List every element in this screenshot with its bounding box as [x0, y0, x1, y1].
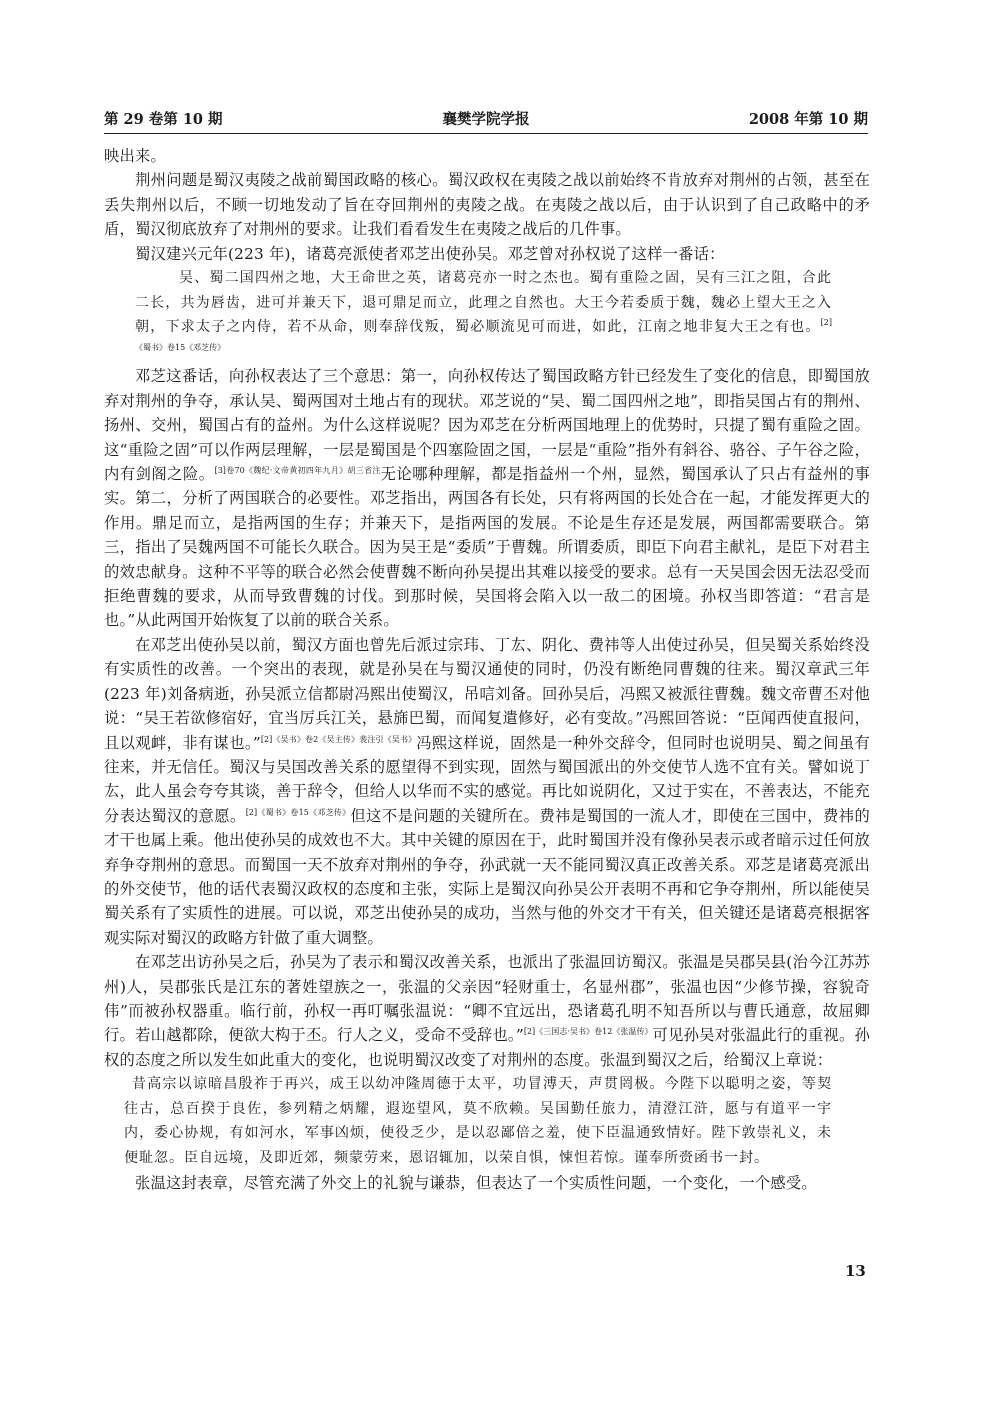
year-issue: 2008 年第 10 期: [748, 111, 868, 128]
quotation-zhangwen-memorial: 昔高宗以谅暗昌殷祚于再兴，成王以幼冲隆周德于太平，功冒溥天，声贯罔极。今陛下以聪明之姿，等契往古，总百揆于良佐，参列精之炳耀，遐迩望风，莫不欣赖。吴国勤任旅力，清澄江浒，愿与有道平一宇内，委心协规，有如河水，军事凶烦，使役乏少，是以忍鄙倍之羞，使下臣温通致情好。陛下敦崇礼义，未便耻忽。臣自远境，及即近郊，频蒙劳来，恩诏辄加，以荣自惧，悚怛若惊。谨奉所赍函书一封。: [124, 1076, 832, 1166]
running-header: [104, 108, 868, 130]
paragraph-earlier-envoys: [104, 633, 870, 950]
paragraph-continued: 映出来。: [104, 147, 166, 165]
paragraph-memorial-summary: 张温这封表章，尽管充满了外交上的礼貌与谦恭，但表达了一个实质性问题，一个变化，一个感受。: [135, 1173, 817, 1192]
citation: [3]卷70《魏纪·文帝黄初四年九月》胡三省注: [214, 466, 381, 476]
paragraph-text: 在邓芝出访孙吴之后，孙吴为了表示和蜀汉改善关系，也派出了张温回访蜀汉。张温是吴郡吴县(治今江苏苏州)人，吴郡张氏是江东的著姓望族之一，张温的父亲因“轻财重士，名显州郡”，张温也因“少修节操，容貌奇伟”而被孙权器重。临行前，孙权一再叮嘱张温说：“卿不宜远出，恐诸葛孔明不知吾所以与曹氏通意，故屈卿行。若山越都除，便欲大构于丕。行人之义，受命不受辞也。”: [104, 953, 870, 1045]
volume-issue: 第 29 卷第 10 期: [104, 111, 223, 128]
header-rule: [104, 133, 868, 134]
paragraph-text: 冯熙这样说，固然是一种外交辞令，但同时也说明吴、蜀之间虽有往来，并无信任。蜀汉与吴国改善关系的愿望得不到实现，固然与蜀国派出的外交使节人选不宜有关。譬如说丁厷，此人虽会夸夸其谈，善于辞令，但给人以华而不实的感觉。再比如说阴化，又过于实在，不善表达，不能充分表达蜀汉的意愿。: [104, 733, 870, 825]
article-body: [104, 144, 870, 1195]
paragraph-zhangwen: [104, 950, 870, 1072]
page-number: 13: [845, 1262, 866, 1280]
quotation-text: 吴、蜀二国四州之地，大王命世之英，诸葛亮亦一时之杰也。蜀有重险之固，吴有三江之阻，合此二长，共为唇齿，进可并兼天下，退可鼎足而立，此理之自然也。大王今若委质于魏，魏必上望大王之入朝，下求太子之内侍，若不从命，则奉辞伐叛，蜀必顺流见可而进，如此，江南之地非复大王之有也。: [135, 270, 832, 336]
citation: [2]《蜀书》卷15《邓芝传》: [135, 318, 832, 352]
journal-title: 襄樊学院学报: [442, 111, 530, 128]
paragraph-text: 在邓芝出使孙吴以前，蜀汉方面也曾先后派过宗玮、丁厷、阴化、费祎等人出使过孙吴，但吴蜀关系始终没有实质性的改善。一个突出的表现，就是孙吴在与蜀汉通使的同时，仍没有断绝同曹魏的往来。蜀汉章武三年(223 年)刘备病逝，孙吴派立信都尉冯熙出使蜀汉，吊唁刘备。回孙吴后，冯熙又被派往曹魏。魏文帝曹丕对他说：“吴王若欲修宿好，宜当厉兵江关，悬旆巴蜀，而闻复遣修好，必有变故。”冯熙回答说：“臣闻西使直报问，且以观衅，非有谋也。”: [104, 635, 870, 752]
paragraph-jingzhou: 荆州问题是蜀汉夷陵之战前蜀国政略的核心。蜀汉政权在夷陵之战以前始终不肯放弃对荆州的占领，甚至在丢失荆州以后，不顾一切地发动了旨在夺回荆州的夷陵之战。在夷陵之战以后，由于认识到了自己政略中的矛盾，蜀汉彻底放弃了对荆州的要求。让我们看看发生在夷陵之战后的几件事。: [104, 171, 870, 239]
paragraph-text: 无论哪种理解，都是指益州一个州，显然，蜀国承认了只占有益州的事实。第二，分析了两国联合的必要性。邓芝指出，两国各有长处，只有将两国的长处合在一起，才能发挥更大的作用。鼎足而立，是指两国的生存；并兼天下，是指两国的发展。不论是生存还是发展，两国都需要联合。第三，指出了吴魏两国不可能长久联合。因为吴王是“委质”于曹魏。所谓委质，即臣下向君主献礼，是臣下对君主的效忠献身。这种不平等的联合必然会使曹魏不断向孙吴提出其难以接受的要求。总有一天吴国会因无法忍受而拒绝曹魏的要求，从而导致曹魏的讨伐。到那时候，吴国将会陷入以一敌二的困境。孙权当即答道：“君言是也。”从此两国开始恢复了以前的联合关系。: [104, 465, 871, 630]
paragraph-text: 但这不是问题的关键所在。费祎是蜀国的一流人才，即使在三国中，费祎的才干也属上乘。他出使孙吴的成效也不大。其中关键的原因在于，此时蜀国并没有像孙吴表示或者暗示过任何放弃争夺荆州的意思。而蜀国一天不放弃对荆州的争夺，孙武就一天不能同蜀汉真正改善关系。邓芝是诸葛亮派出的外交使节，他的话代表蜀汉政权的态度和主张，实际上是蜀汉向孙吴公开表明不再和它争夺荆州，所以能使吴蜀关系有了实质性的进展。可以说，邓芝出使孙吴的成功，当然与他的外交才干有关，但关键还是诸葛亮根据客观实际对蜀汉的政略方针做了重大调整。: [104, 806, 870, 947]
citation: [2]《三国志·吴书》卷12《张温传》: [523, 1027, 653, 1037]
citation: [2]《蜀书》卷15《邓芝传》: [245, 807, 351, 817]
citation: [2]《吴书》卷2《吴主传》裴注引《吴书》: [260, 734, 417, 744]
paragraph-dengzhi-mission: 蜀汉建兴元年(223 年)，诸葛亮派使者邓芝出使孙吴。邓芝曾对孙权说了这样一番话：: [135, 244, 725, 263]
paragraph-text: 可见孙吴对张温此行的重视。孙权的态度之所以发生如此重大的变化，也说明蜀汉改变了对荆州的态度。张温到蜀汉之后，给蜀汉上章说：: [104, 1026, 870, 1069]
paragraph-three-meanings: [104, 364, 870, 632]
paragraph-text: 邓芝这番话，向孙权表达了三个意思：第一，向孙权传达了蜀国政略方针已经发生了变化的信息，即蜀国放弃对荆州的争夺，承认吴、蜀两国对土地占有的现状。邓芝说的“吴、蜀二国四州之地”，即指吴国占有的荆州、扬州、交州，蜀国占有的益州。为什么这样说呢？因为邓芝在分析两国地理上的优势时，只提了蜀有重险之固。这“重险之固”可以作两层理解，一层是蜀国是个四塞险固之国，一层是“重险”指外有斜谷、骆谷、子午谷之险，内有剑阁之险。: [104, 367, 870, 484]
quotation-dengzhi: [135, 266, 870, 364]
